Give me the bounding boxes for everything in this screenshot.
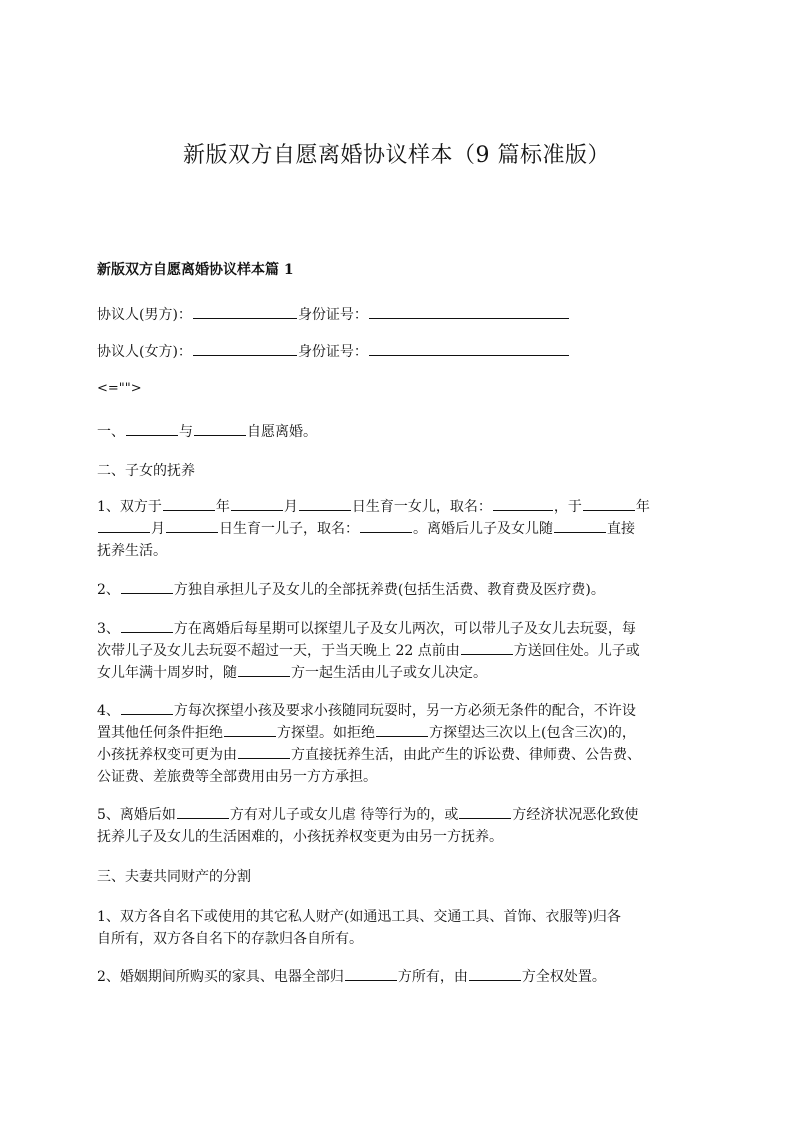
text-segment: 月 (151, 521, 165, 537)
text-segment: 方全权处置。 (521, 969, 606, 985)
blank (360, 518, 412, 533)
document-title: 新版双方自愿离婚协议样本（9 篇标准版） (183, 143, 610, 168)
male-name-blank (193, 304, 297, 319)
text-segment: 方所有，由 (397, 969, 468, 985)
text-segment: 小孩抚养权变可更为由 (97, 747, 237, 763)
paragraph-q1 (97, 906, 707, 950)
text-line (97, 496, 707, 518)
text-segment: 方每次探望小孩及要求小孩随同玩耍时，另一方必须无条件的配合，不许设 (173, 703, 636, 719)
text-segment: 日生育一女儿，取名： (351, 499, 492, 515)
blank (345, 966, 397, 981)
text-segment: 年 (215, 499, 230, 515)
text-line (97, 700, 707, 722)
text-segment: 2、婚姻期间所购买的家具、电器全部归 (97, 969, 344, 985)
female-id-blank (369, 341, 569, 356)
blank (238, 744, 290, 759)
text-segment: 公证费、差旅费等全部费用由另一方方承担。 (97, 769, 377, 785)
text-line (97, 722, 707, 744)
text-segment: 月 (283, 499, 298, 515)
item-1-text: 自愿离婚。 (247, 424, 317, 440)
party-male-label: 协议人(男方)： (97, 307, 192, 323)
text-segment: 抚养生活。 (97, 543, 167, 559)
text-segment: 方独自承担儿子及女儿的全部抚养费(包括生活费、教育费及医疗费)。 (173, 582, 605, 598)
text-segment: 2、 (97, 582, 120, 598)
blank (121, 579, 173, 594)
blank (126, 421, 178, 436)
heading-2: 二、子女的抚养 (97, 463, 195, 479)
blank (493, 496, 553, 511)
text-segment: 年 (635, 499, 650, 515)
blank (163, 496, 215, 511)
blank (121, 700, 173, 715)
text-segment: 方探望达三次以上(包含三次)的， (429, 725, 636, 741)
blank (376, 722, 428, 737)
male-id-label: 身份证号： (297, 307, 368, 323)
blank (98, 518, 150, 533)
text-segment: 方直接抚养生活，由此产生的诉讼费、律师费、公告费、 (291, 747, 641, 763)
paragraph-4 (97, 700, 707, 788)
blank (459, 804, 511, 819)
blank (554, 518, 606, 533)
text-segment: 日生育一儿子，取名： (219, 521, 359, 537)
text-segment: 4、 (97, 703, 120, 719)
blank (224, 722, 276, 737)
blank (231, 496, 283, 511)
paragraph-3 (97, 618, 707, 684)
blank (299, 496, 351, 511)
party-male-line (97, 304, 707, 326)
heading-3: 三、夫妻共同财产的分割 (97, 869, 251, 885)
text-segment: 女儿年满十周岁时，随 (97, 665, 237, 681)
blank (166, 518, 218, 533)
blank (238, 662, 290, 677)
paragraph-2 (97, 579, 707, 601)
text-line (97, 804, 707, 826)
text-line (97, 640, 707, 662)
text-segment: 方一起生活由儿子或女儿决定。 (291, 665, 487, 681)
text-line (97, 744, 707, 766)
odd-markup-line: <=""> (97, 381, 142, 396)
text-segment: 置其他任何条件拒绝 (97, 725, 223, 741)
blank (121, 618, 173, 633)
female-id-label: 身份证号： (297, 344, 368, 360)
blank (583, 496, 635, 511)
text-segment: 次带儿子及女儿去玩耍不超过一天，于当天晚上 22 点前由 (97, 643, 460, 659)
section-title: 新版双方自愿离婚协议样本篇 1 (97, 262, 294, 278)
text-segment: ，于 (553, 499, 582, 515)
female-name-blank (193, 341, 297, 356)
text-segment: 方经济状况恶化致使 (512, 807, 639, 823)
text-segment: 1、双方于 (97, 499, 162, 515)
blank (461, 640, 513, 655)
item-1 (97, 421, 707, 443)
text-segment: 方在离婚后每星期可以探望儿子及女儿两次，可以带儿子及女儿去玩耍，每 (173, 621, 636, 637)
text-line (97, 618, 707, 640)
text-line (97, 662, 707, 684)
text-segment: 3、 (97, 621, 120, 637)
item-1-text: 与 (179, 424, 193, 440)
party-female-line (97, 341, 707, 363)
text-segment: 自所有，双方各自名下的存款归各自所有。 (97, 931, 363, 947)
blank (194, 421, 246, 436)
text-segment: 方送回住处。儿子或 (513, 643, 640, 659)
text-segment: 5、离婚后如 (97, 807, 176, 823)
text-segment: 抚养儿子及女儿的生活困难的，小孩抚养权变更为由另一方抚养。 (97, 829, 503, 845)
paragraph-q2 (97, 966, 707, 988)
male-id-blank (369, 304, 569, 319)
blank (469, 966, 521, 981)
text-segment: 1、双方各自名下或使用的其它私人财产(如通迅工具、交通工具、首饰、衣服等)归各 (97, 909, 621, 925)
item-1-num: 一、 (97, 424, 125, 440)
text-segment: 方有对儿子或女儿虐 待等行为的，或 (229, 807, 459, 823)
text-segment: 。离婚后儿子及女儿随 (413, 521, 553, 537)
text-line (97, 518, 707, 540)
text-segment: 方探望。如拒绝 (277, 725, 375, 741)
text-segment: 直接 (607, 521, 635, 537)
blank (177, 804, 229, 819)
paragraph-1 (97, 496, 707, 562)
paragraph-5 (97, 804, 707, 848)
party-female-label: 协议人(女方)： (97, 344, 192, 360)
